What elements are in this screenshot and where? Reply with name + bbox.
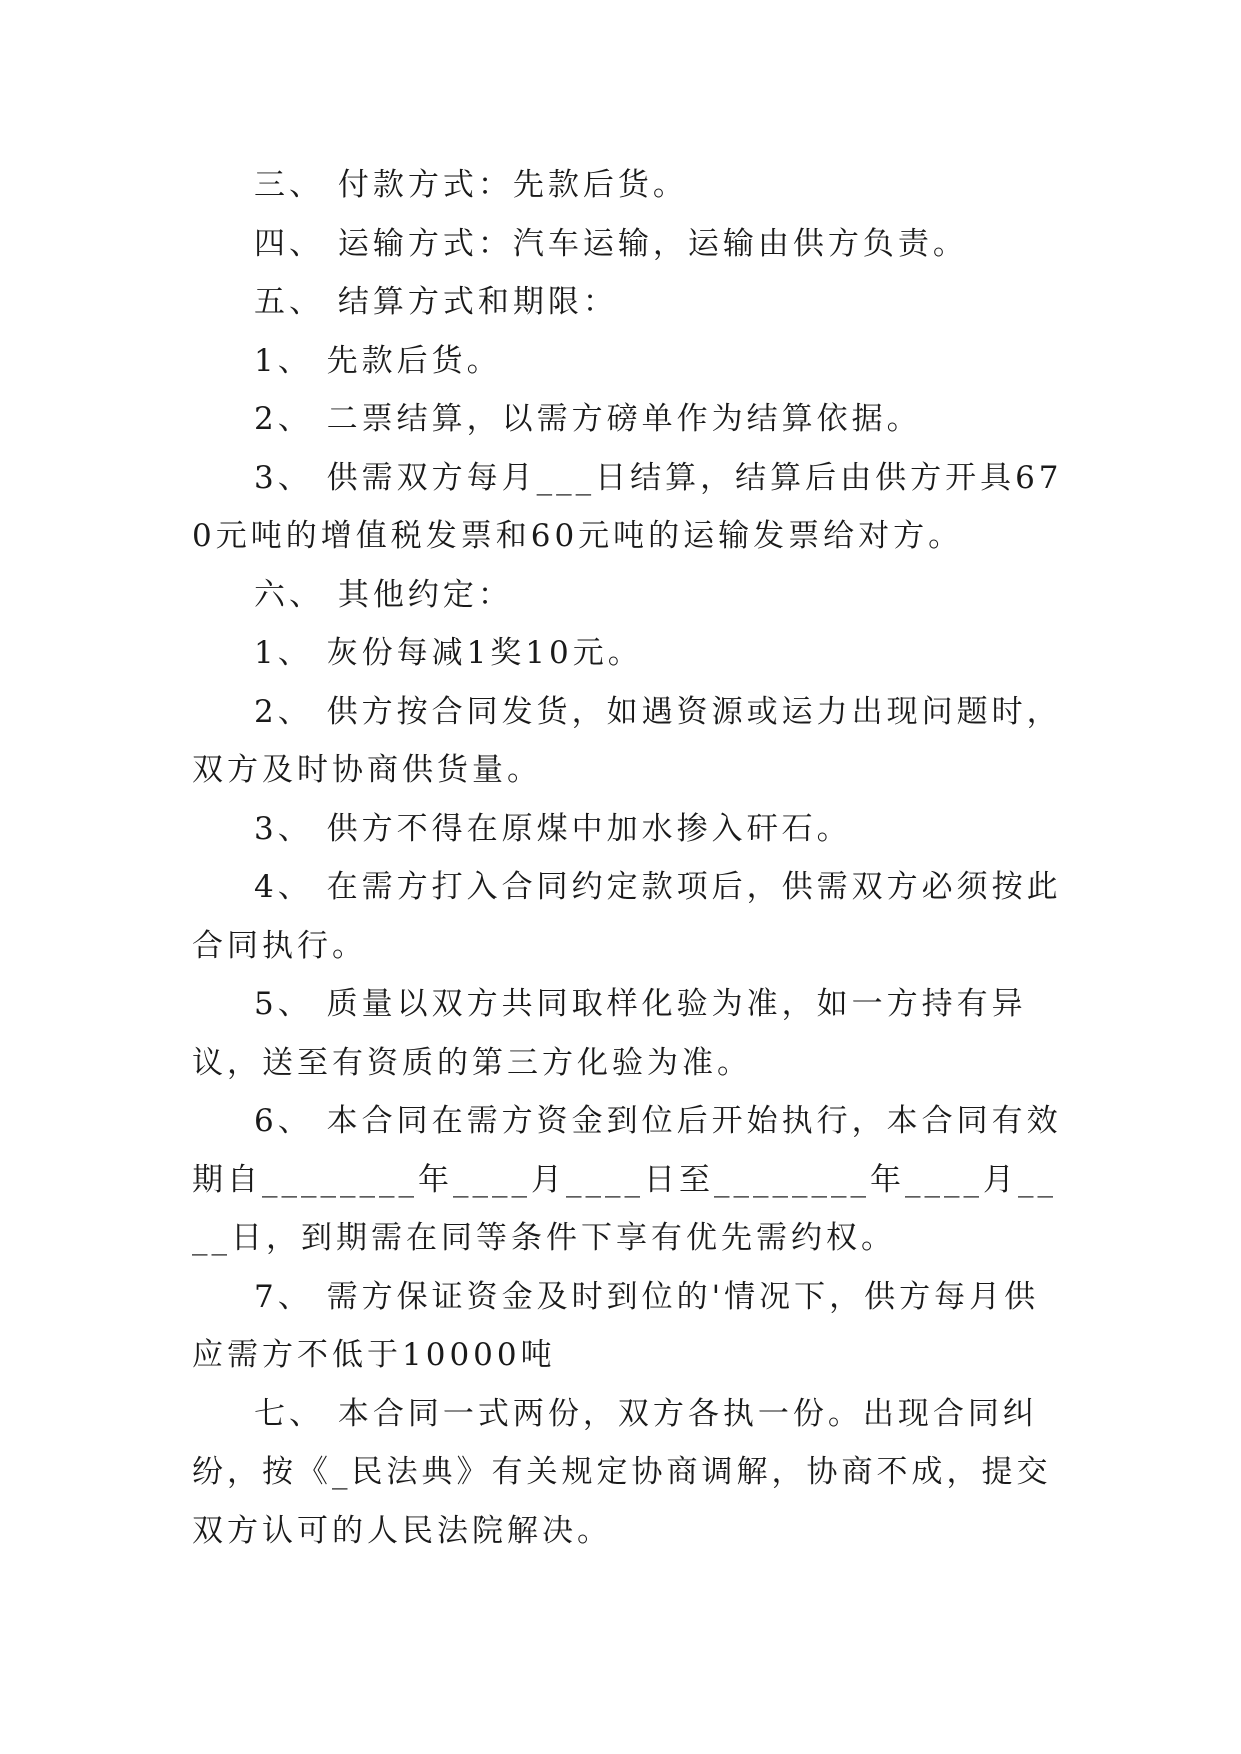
other-item-3: 3、 供方不得在原煤中加水掺入矸石。: [254, 810, 852, 847]
other-item-5: 5、 质量以双方共同取样化验为准，如一方持有异议，送至有资质的第三方化验为准。: [192, 986, 1027, 1081]
settlement-item-3: 3、 供需双方每月___日结算，结算后由供方开具670元吨的增值税发票和60元吨的运输发票给对方。: [192, 459, 1063, 554]
other-item-4: 4、 在需方打入合同约定款项后，供需双方必须按此合同执行。: [192, 869, 1062, 964]
other-item-7: 7、 需方保证资金及时到位的'情况下，供方每月供应需方不低于10000吨: [192, 1278, 1040, 1373]
settlement-item-1: 1、 先款后货。: [254, 342, 502, 379]
other-item-1: 1、 灰份每减1奖10元。: [254, 635, 643, 671]
clause-other-heading: 六、 其他约定：: [254, 576, 513, 613]
other-item-2: 2、 供方按合同发货，如遇资源或运力出现问题时，双方及时协商供货量。: [192, 693, 1062, 788]
clause-settlement-heading: 五、 结算方式和期限：: [254, 284, 618, 320]
clause-payment-method: 三、 付款方式：先款后货。: [254, 167, 688, 203]
contract-text: [192, 156, 1072, 1560]
other-item-6: 6、 本合同在需方资金到位后开始执行，本合同有效期自________年____月____日至________年____月____日，到期需在同等条件下享有优先需约权。: [192, 1103, 1062, 1256]
clause-copies-disputes: 七、 本合同一式两份，双方各执一份。出现合同纠纷，按《_民法典》有关规定协商调解，协商不成，提交双方认可的人民法院解决。: [192, 1395, 1052, 1549]
settlement-item-2: 2、 二票结算，以需方磅单作为结算依据。: [254, 401, 922, 437]
clause-transport-method: 四、 运输方式：汽车运输，运输由供方负责。: [254, 225, 968, 262]
